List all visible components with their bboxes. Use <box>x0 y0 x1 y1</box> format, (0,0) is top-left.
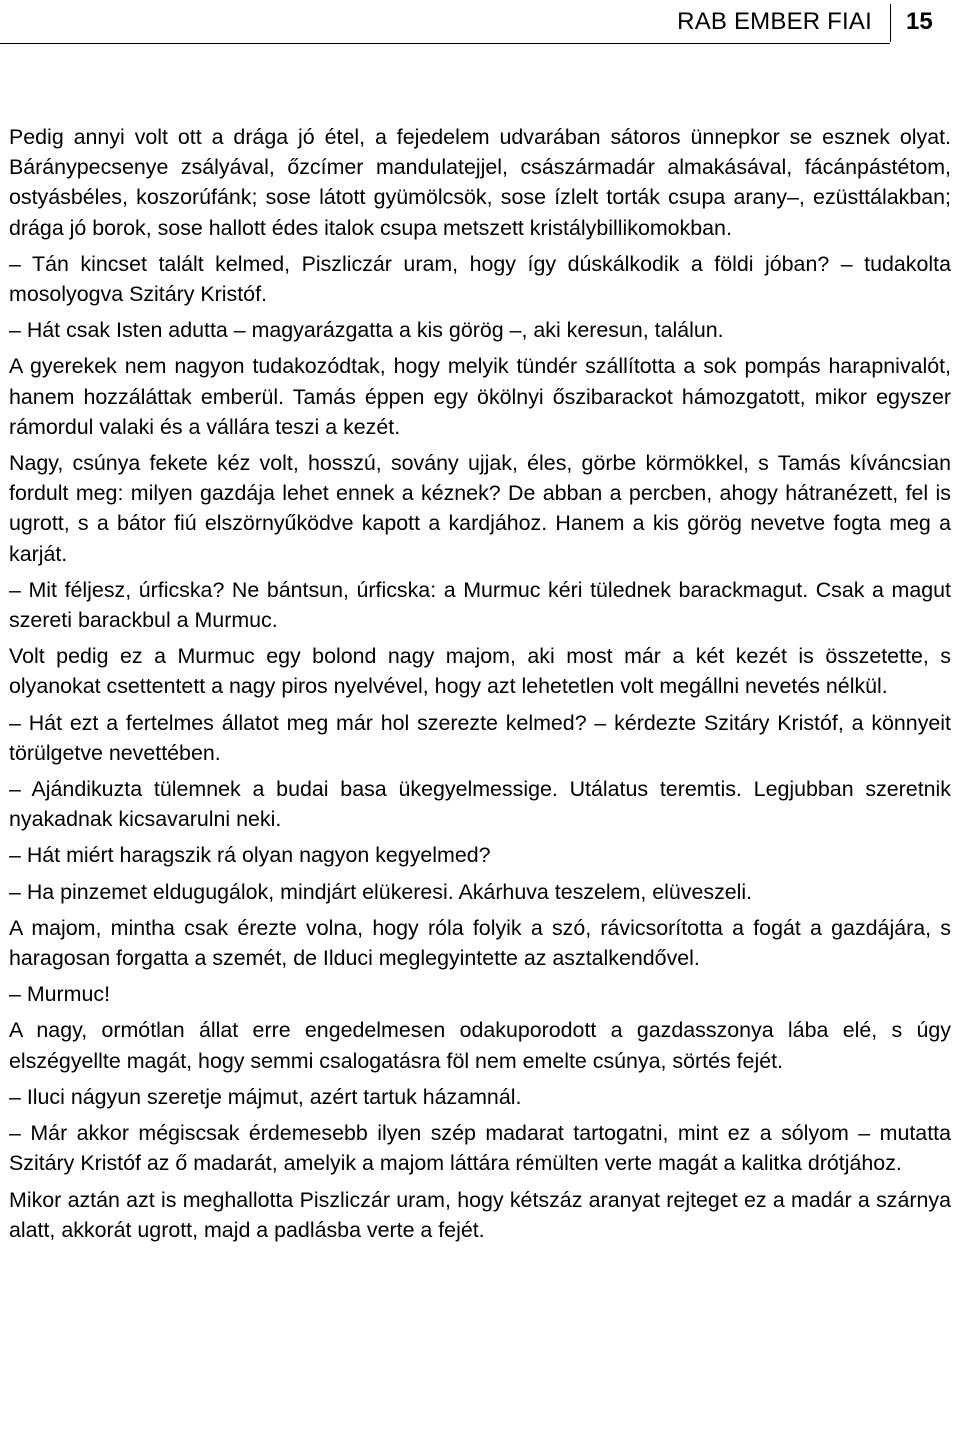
paragraph: – Iluci nágyun szeretje májmut, azért tartuk házamnál. <box>9 1084 522 1109</box>
paragraph: – Hát ezt a fertelmes állatot meg már hol szerezte kelmed? – kérdezte Szitáry Kristóf, a könnyeit törülgetve nevettében. <box>9 710 951 765</box>
header-rule <box>0 43 890 44</box>
page-number: 15 <box>906 8 933 35</box>
page-header <box>0 0 960 44</box>
paragraph: Mikor aztán azt is meghallotta Piszliczár uram, hogy kétszáz aranyat rejteget ez a madár a szárnya alatt, akkorát ugrott, majd a padlásba verte a fejét. <box>9 1187 951 1242</box>
paragraph: Nagy, csúnya fekete kéz volt, hosszú, sovány ujjak, éles, görbe körmökkel, s Tamás kíváncsian fordult meg: milyen gazdája lehet ennek a kéznek? De abban a percben, ahogy hátranézett, fel is ugrott, s a bátor fiú elszörnyűködve kapott a kardjához. Hanem a kis görög nevetve fogta meg a karját. <box>9 451 951 566</box>
paragraph: – Tán kincset talált kelmed, Piszliczár uram, hogy így dúskálkodik a földi jóban? – tudakolta mosolyogva Szitáry Kristóf. <box>9 251 951 307</box>
running-title: RAB EMBER FIAI <box>677 8 872 35</box>
paragraph: – Hát csak Isten adutta – magyarázgatta a kis görög –, aki keresun, találun. <box>9 318 724 343</box>
paragraph: A majom, mintha csak érezte volna, hogy róla folyik a szó, rávicsorította a fogát a gazdájára, s haragosan forgatta a szemét, de Ilduci meglegyintette az asztalkendővel. <box>9 915 951 971</box>
paragraph: Pedig annyi volt ott a drága jó étel, a fejedelem udvarában sátoros ünnepkor se esznek olyat. Báránypecsenye zsályával, őzcímer mandulatejjel, császármadár almakásával, fácánpástétom, ostyásbéles, koszorúfánk; sose látott gyümölcsök, sose ízlelt torták csupa arany–, ezüsttálakban; drága jó borok, sose hallott édes italok csupa metszett kristálybillikomokban. <box>9 125 951 240</box>
paragraph: – Ajándikuzta tülemnek a budai basa ükegyelmessige. Utálatus teremtis. Legjubban szeretnik nyakadnak kicsavarulni neki. <box>9 777 951 832</box>
paragraph: – Mit féljesz, úrficska? Ne bántsun, úrficska: a Murmuc kéri tülednek barackmagut. Csak a magut szereti barackbul a Murmuc. <box>9 577 951 633</box>
paragraph: – Hát miért haragszik rá olyan nagyon kegyelmed? <box>9 843 491 868</box>
paragraph: A gyerekek nem nagyon tudakozódtak, hogy melyik tündér szállította a sok pompás harapnivalót, hanem hozzáláttak emberül. Tamás éppen egy ökölnyi őszibarackot hámozgatott, mikor egyszer rámordul valaki és a vállára teszi a kezét. <box>9 354 951 439</box>
body-text <box>9 122 951 1251</box>
paragraph: – Ha pinzemet eldugugálok, mindjárt elükeresi. Akárhuva teszelem, elüveszeli. <box>9 879 753 904</box>
header-separator <box>890 4 891 42</box>
paragraph: – Murmuc! <box>9 982 111 1007</box>
paragraph: Volt pedig ez a Murmuc egy bolond nagy majom, aki most már a két kezét is összetette, s olyanokat csettentett a nagy piros nyelvével, hogy azt lehetetlen volt megállni nevetés nélkül. <box>9 644 951 699</box>
paragraph: A nagy, ormótlan állat erre engedelmesen odakuporodott a gazdasszonya lába elé, s úgy elszégyellte magát, hogy semmi csalogatásra föl nem emelte csúnya, sörtés fejét. <box>9 1018 951 1073</box>
paragraph: – Már akkor mégiscsak érdemesebb ilyen szép madarat tartogatni, mint ez a sólyom – mutatta Szitáry Kristóf az ő madarát, amelyik a majom láttára rémülten verte magát a kalitka drótjához. <box>9 1121 951 1176</box>
